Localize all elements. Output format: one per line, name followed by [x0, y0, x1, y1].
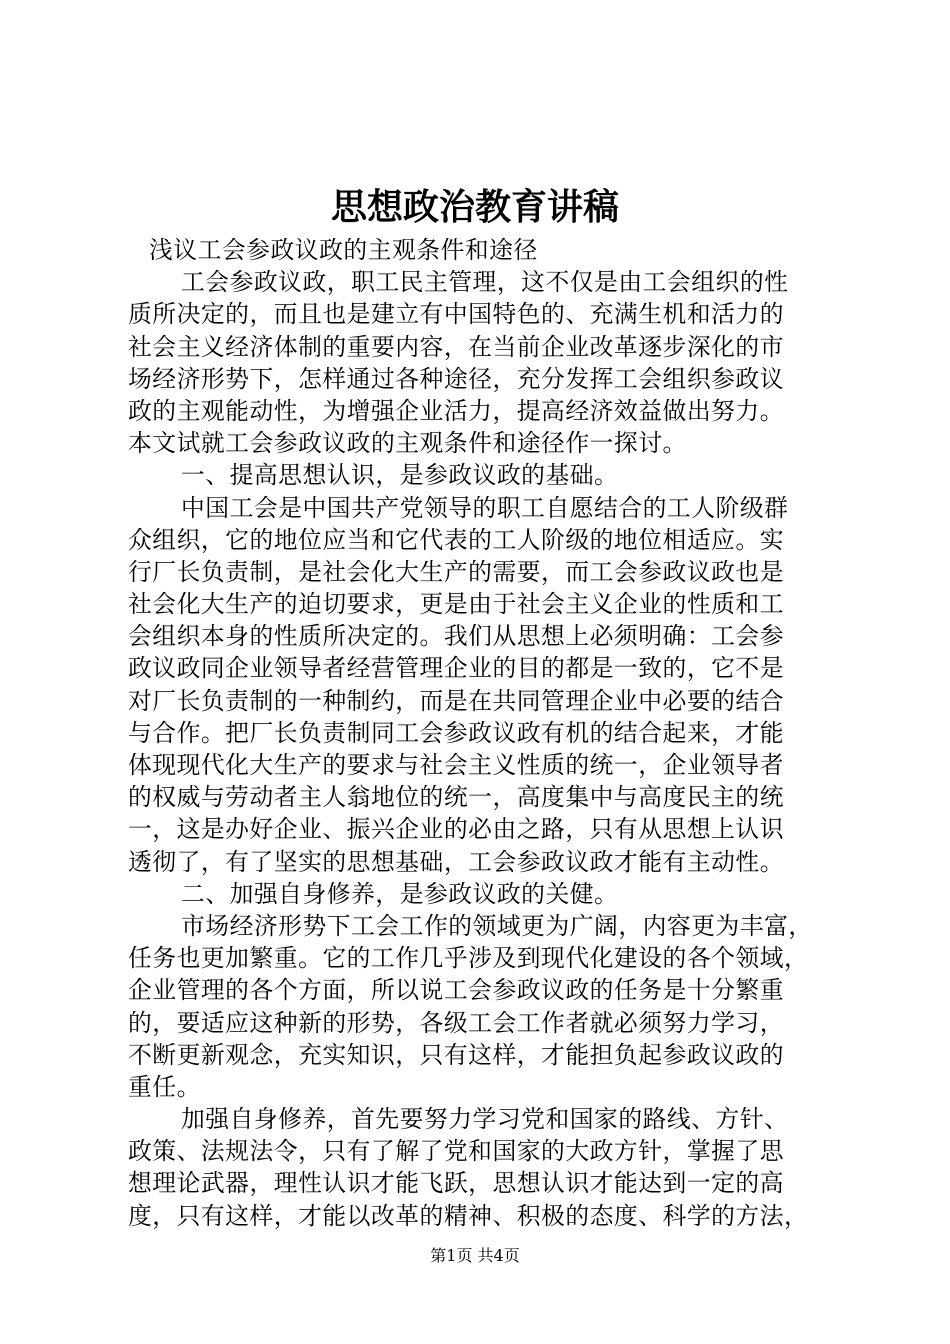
paragraph-line: 任务也更加繁重。它的工作几乎涉及到现代化建设的各个领域，	[128, 944, 809, 973]
paragraph-line: 中国工会是中国共产党领导的职工自愿结合的工人阶级群	[181, 493, 789, 522]
document-title: 思想政治教育讲稿	[330, 186, 619, 228]
paragraph-line: 场经济形势下，怎样通过各种途径，充分发挥工会组织参政议	[128, 364, 785, 393]
document-body	[128, 234, 832, 1232]
paragraph-line: 政议政同企业领导者经营管理企业的目的都是一致的，它不是	[128, 654, 785, 683]
paragraph-line: 的权威与劳动者主人翁地位的统一，高度集中与高度民主的统	[128, 783, 785, 812]
paragraph-line: 与合作。把厂长负责制同工会参政议政有机的结合起来，才能	[128, 718, 785, 747]
paragraph-line: 众组织，它的地位应当和它代表的工人阶级的地位相适应。实	[128, 525, 785, 554]
page-number-footer: 第1页 共4页	[430, 1246, 520, 1265]
paragraph-line: 本文试就工会参政议政的主观条件和途径作一探讨。	[128, 429, 687, 458]
paragraph-line: 企业管理的各个方面，所以说工会参政议政的任务是十分繁重	[128, 976, 785, 1005]
paragraph-line: 工会参政议政，职工民主管理，这不仅是由工会组织的性	[181, 268, 789, 297]
paragraph-line: 体现现代化大生产的要求与社会主义性质的统一，企业领导者	[128, 751, 785, 779]
paragraph-line: 市场经济形势下工会工作的领域更为广阔，内容更为丰富，	[181, 911, 813, 940]
paragraph-line: 社会主义经济体制的重要内容，在当前企业改革逐步深化的市	[128, 332, 785, 361]
paragraph-line: 透彻了，有了坚实的思想基础，工会参政议政才能有主动性。	[128, 847, 785, 876]
paragraph-line: 度，只有这样，才能以改革的精神、积极的态度、科学的方法，	[128, 1201, 809, 1230]
paragraph-line: 重任。	[128, 1072, 201, 1101]
paragraph-line: 行厂长负责制，是社会化大生产的需要，而工会参政议政也是	[128, 557, 785, 586]
paragraph-line: 政策、法规法令，只有了解了党和国家的大政方针，掌握了思	[128, 1137, 785, 1166]
section-heading-line: 一、提高思想认识，是参政议政的基础。	[181, 461, 619, 490]
paragraph-line: 的，要适应这种新的形势，各级工会工作者就必须努力学习，	[128, 1008, 785, 1037]
paragraph-line: 想理论武器，理性认识才能飞跃，思想认识才能达到一定的高	[128, 1169, 785, 1198]
paragraph-line: 政的主观能动性，为增强企业活力，提高经济效益做出努力。	[128, 396, 785, 425]
section-heading-line: 二、加强自身修养，是参政议政的关健。	[181, 879, 619, 908]
paragraph-line: 社会化大生产的迫切要求，更是由于社会主义企业的性质和工	[128, 590, 785, 619]
paragraph-line: 质所决定的，而且也是建立有中国特色的、充满生机和活力的	[128, 300, 785, 329]
paragraph-line: 一，这是办好企业、振兴企业的必由之路，只有从思想上认识	[128, 815, 785, 844]
paragraph-line: 不断更新观念，充实知识，只有这样，才能担负起参政议政的	[128, 1040, 785, 1069]
paragraph-line: 加强自身修养，首先要努力学习党和国家的路线、方针、	[181, 1105, 789, 1134]
paragraph-line: 会组织本身的性质所决定的。我们从思想上必须明确：工会参	[128, 622, 785, 651]
subtitle-line: 浅议工会参政议政的主观条件和途径	[149, 236, 538, 264]
paragraph-line: 对厂长负责制的一种制约，而是在共同管理企业中必要的结合	[128, 686, 785, 715]
